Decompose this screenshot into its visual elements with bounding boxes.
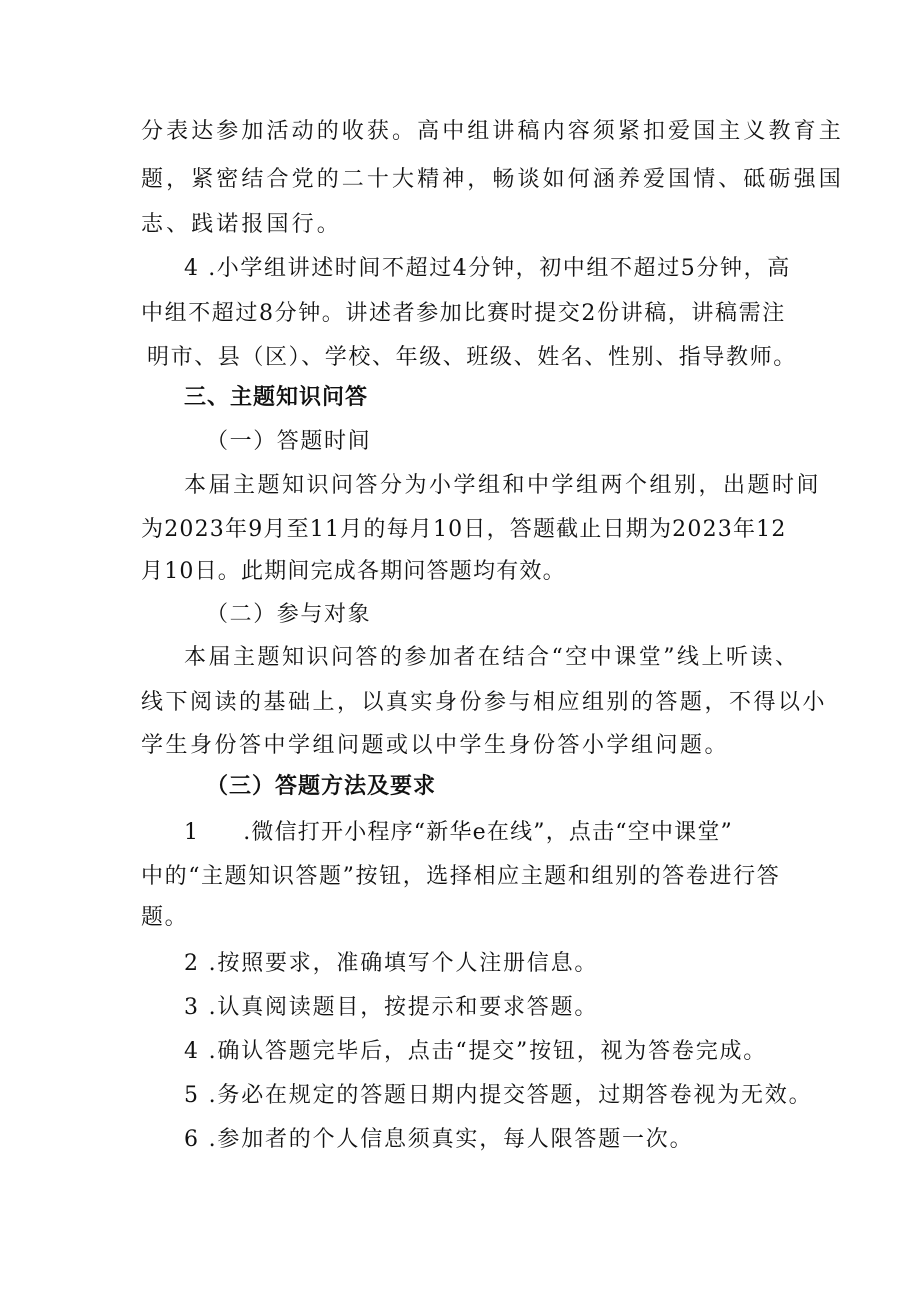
list-item-4 [184, 1037, 767, 1067]
paragraph-line: 题。 [141, 905, 189, 930]
paragraph-line: 中的“主题知识答题”按钮，选择相应主题和组别的答卷进行答 [141, 864, 781, 889]
list-number: 3 [184, 995, 200, 1020]
list-item-3 [184, 993, 598, 1023]
list-text: .参加者的个人信息须真实，每人限答题一次。 [208, 1127, 694, 1152]
list-number: 2 [184, 951, 200, 976]
paragraph-line: 志、践诺报国行。 [141, 212, 342, 237]
list-number: 5 [184, 1083, 200, 1108]
paragraph-line: 题，紧密结合党的二十大精神，畅谈如何涵养爱国情、砥砺强国 [141, 167, 844, 192]
list-text: .微信打开小程序“新华e在线”，点击“空中课堂” [243, 820, 734, 845]
paragraph-line: 月10日。此期间完成各期问答题均有效。 [141, 559, 566, 584]
list-number: 4 [184, 256, 200, 281]
paragraph-line: 中组不超过8分钟。讲述者参加比赛时提交2份讲稿，讲稿需注 [141, 301, 786, 326]
subsection-heading: （二）参与对象 [206, 602, 372, 627]
list-number: 6 [184, 1127, 200, 1152]
list-item-6 [184, 1125, 693, 1155]
list-text: .确认答题完毕后，点击“提交”按钮，视为答卷完成。 [208, 1039, 768, 1064]
list-item-1 [184, 818, 733, 848]
list-item-5 [184, 1081, 812, 1111]
list-item-4 [184, 254, 791, 284]
paragraph-line: 明市、县（区）、学校、年级、班级、姓名、性别、指导教师。 [147, 345, 797, 370]
list-text: .务必在规定的答题日期内提交答题，过期答卷视为无效。 [208, 1083, 813, 1108]
subsection-heading: （三）答题方法及要求 [206, 774, 437, 799]
section-heading: 三、主题知识问答 [184, 385, 369, 410]
paragraph-line: 分表达参加活动的收获。高中组讲稿内容须紧扣爱国主义教育主 [141, 119, 844, 144]
list-number: 4 [184, 1039, 200, 1064]
paragraph-line: 本届主题知识问答分为小学组和中学组两个组别，出题时间 [184, 473, 822, 498]
paragraph-line: 线下阅读的基础上，以真实身份参与相应组别的答题，不得以小 [141, 690, 828, 715]
list-text: .小学组讲述时间不超过4分钟，初中组不超过5分钟，高 [208, 256, 791, 281]
list-text: .认真阅读题目，按提示和要求答题。 [208, 995, 599, 1020]
paragraph-line: 本届主题知识问答的参加者在结合“空中课堂”线上听读、 [184, 645, 800, 670]
paragraph-line: 学生身份答中学组问题或以中学生身份答小学组问题。 [141, 733, 730, 758]
list-item-2 [184, 949, 598, 979]
paragraph-line: 为2023年9月至11月的每月10日，答题截止日期为2023年12 [141, 517, 787, 542]
subsection-heading: （一）答题时间 [206, 429, 372, 454]
list-number: 1 [184, 820, 200, 845]
list-text: .按照要求，准确填写个人注册信息。 [208, 951, 599, 976]
